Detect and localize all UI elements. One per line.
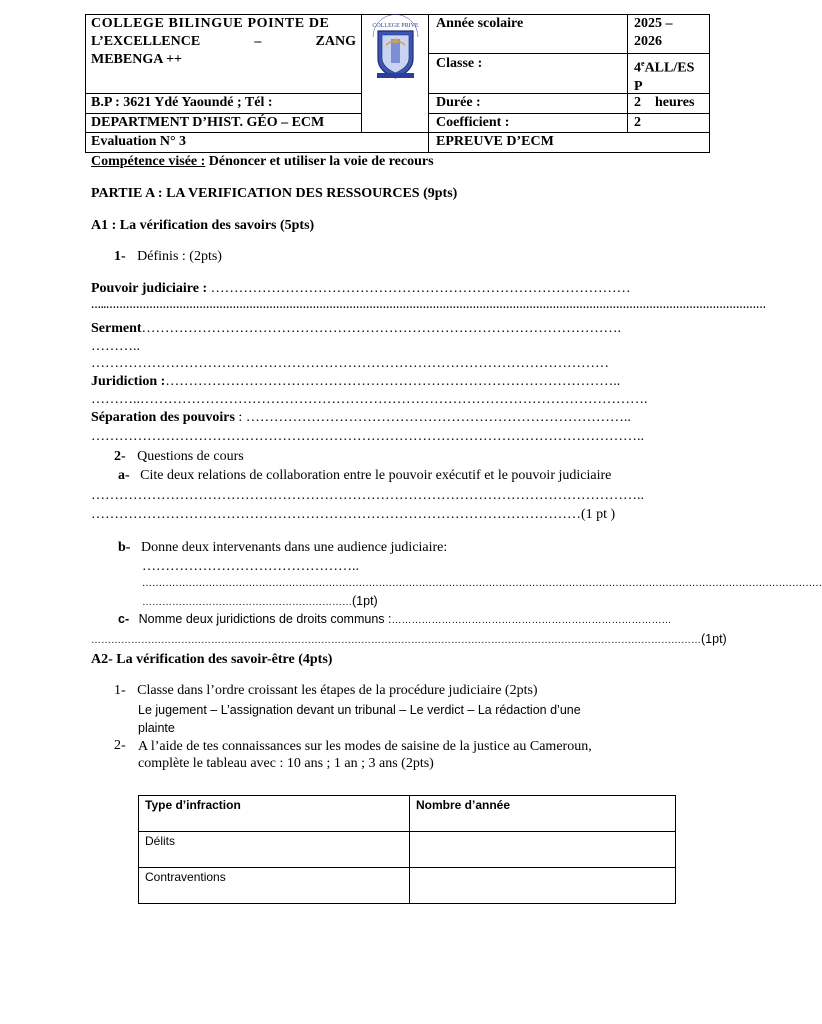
- table-header-annee: Nombre d’année: [410, 796, 676, 832]
- annee-value: [634, 15, 673, 51]
- qc-number: c-: [118, 612, 130, 626]
- department-text: DEPARTMENT D’HIST. GÉO – ECM: [91, 115, 325, 130]
- qb-text: Donne deux intervenants dans une audience judiciaire:: [140, 540, 448, 555]
- school-line-3: MEBENGA ++: [91, 52, 183, 67]
- q2-text: Questions de cours: [137, 449, 244, 464]
- qc-points: (1pt): [701, 632, 727, 646]
- competence-label: Compétence visée :: [91, 154, 206, 169]
- classe-level-sup: e: [641, 59, 645, 68]
- a1-title: A1 : La vérification des savoirs (5pts): [91, 218, 315, 233]
- school-logo: [369, 15, 422, 82]
- qa-text: Cite deux relations de collaboration entre le pouvoir exécutif et le pouvoir judiciaire: [140, 468, 612, 483]
- epreuve-title: EPREUVE D’ECM: [436, 134, 554, 149]
- answer-qc-dots[interactable]: …………………………………………………………………………: [391, 615, 672, 626]
- qa: [118, 468, 611, 484]
- q2-number: 2-: [114, 449, 126, 464]
- table-header-row: [139, 796, 676, 832]
- pouvoir-judiciaire-label: Pouvoir judiciaire :: [91, 281, 208, 296]
- annee-label: Année scolaire: [436, 16, 524, 31]
- a2-q1-items: [138, 701, 581, 737]
- answer-qa[interactable]: ……………………………………………………………………………………………(1 pt ): [91, 507, 616, 522]
- separation-label: Séparation des pouvoirs: [91, 410, 235, 425]
- answer-line[interactable]: ………………………………………………………………………………………………………..: [91, 429, 644, 444]
- duree-value: 2 heures: [634, 95, 695, 110]
- a2-q1-number: 1-: [114, 683, 126, 698]
- table-row: [139, 868, 676, 904]
- answer-line[interactable]: ………………………………………..: [142, 559, 359, 574]
- duree-label: Durée :: [436, 95, 481, 110]
- a2-q1-items-line-2: plainte: [138, 721, 175, 735]
- classe-value-line-2: P: [634, 78, 643, 94]
- qb-points: (1pt): [352, 594, 378, 608]
- separation-colon: :: [234, 410, 243, 425]
- answer-pouvoir-judiciaire[interactable]: Pouvoir judiciaire : ………………………………………………………………………………: [91, 281, 631, 296]
- answer-separation-pouvoirs[interactable]: Séparation des pouvoirs : ………………………………………………………………………..: [91, 410, 631, 425]
- table-cell-type: Contraventions: [139, 868, 410, 904]
- answer-line[interactable]: …..………………………………………………………………………………………………………………………………………………………………………………: [91, 300, 766, 311]
- answer-line[interactable]: ………………………………………………………………………………………………………..: [91, 488, 644, 503]
- qa-number: a-: [118, 468, 130, 483]
- classe-series: ALL/ES: [644, 60, 695, 76]
- school-line-2: [91, 33, 356, 51]
- juridiction-label: Juridiction :: [91, 374, 166, 389]
- q1-number: 1-: [114, 249, 126, 264]
- table-row: [139, 832, 676, 868]
- table-cell-answer[interactable]: [410, 868, 676, 904]
- qc-text: Nomme deux juridictions de droits communs :: [138, 612, 392, 626]
- q2: [114, 449, 244, 465]
- a2-q2-text-line-1: A l’aide de tes connaissances sur les modes de saisine de la justice au Cameroun,: [138, 739, 592, 754]
- answer-line[interactable]: …………………………………………………………………………………………………: [91, 356, 609, 371]
- answer-line[interactable]: ……………………………………………………………………………………………………………………………………………………………………………………: [142, 578, 822, 589]
- a2-q2: [114, 738, 126, 754]
- school-line-1-text: COLLEGE BILINGUE POINTE DE: [91, 16, 330, 31]
- bp-text: B.P : 3621 Ydé Yaoundé ; Tél :: [91, 95, 273, 110]
- classe-level: 4: [634, 60, 641, 76]
- a2-title: A2- La vérification des savoir-être (4pts): [91, 652, 333, 667]
- school-line-2-left: L’EXCELLENCE: [91, 34, 201, 49]
- answer-juridiction[interactable]: Juridiction :……………………………………………………………………………………..: [91, 374, 621, 389]
- answer-qc[interactable]: …………………………………………………………………………………………………………………………………………………………………(1pt): [91, 632, 727, 646]
- q1-text: Définis : (2pts): [137, 249, 222, 264]
- serment-label: Serment: [91, 321, 142, 336]
- classe-label: Classe :: [436, 56, 483, 71]
- infraction-table: [138, 795, 676, 904]
- answer-line[interactable]: ………..: [91, 339, 140, 354]
- a2-q2-text-line-2: complète le tableau avec : 10 ans ; 1 an ; 3 ans (2pts): [138, 756, 434, 771]
- a2-q2-number: 2-: [114, 738, 126, 753]
- logo-lettering: COLLEGE PRIVE: [372, 23, 419, 29]
- qb-number: b-: [118, 540, 131, 555]
- school-line-1: [91, 15, 356, 33]
- answer-qb[interactable]: ………………………………………………………(1pt): [142, 594, 378, 608]
- annee-value-line-1: 2025 –: [634, 16, 673, 31]
- competence-value: Dénoncer et utiliser la voie de recours: [205, 154, 434, 169]
- qb: [118, 540, 447, 556]
- answer-serment[interactable]: Serment………………………………………………………………………………………….: [91, 321, 622, 336]
- school-line-2-right: ZANG: [315, 34, 356, 49]
- school-logo-icon: [369, 15, 422, 82]
- a2-q1-text: Classe dans l’ordre croissant les étapes de la procédure judiciaire (2pts): [137, 683, 538, 698]
- coef-label: Coefficient :: [436, 115, 510, 130]
- evaluation-text: Evaluation N° 3: [91, 134, 187, 149]
- qa-points: (1 pt ): [581, 507, 616, 522]
- q1: [114, 249, 222, 265]
- a2-q2-text: [138, 738, 592, 772]
- competence-line: [91, 154, 434, 170]
- table-cell-answer[interactable]: [410, 832, 676, 868]
- classe-value: [634, 55, 694, 96]
- table-cell-type: Délits: [139, 832, 410, 868]
- table-header-type: Type d’infraction: [139, 796, 410, 832]
- annee-value-line-2: 2026: [634, 34, 662, 49]
- answer-line[interactable]: ………..……………………………………………………………………………………………….: [91, 392, 648, 407]
- school-name: [91, 15, 356, 69]
- a2-q1: [114, 683, 538, 699]
- classe-value-line-1: [634, 55, 694, 78]
- coef-value: 2: [634, 115, 641, 130]
- school-line-2-mid: –: [254, 34, 262, 49]
- partie-a-title: PARTIE A : LA VERIFICATION DES RESSOURCES (9pts): [91, 186, 458, 201]
- a2-q1-items-line-1: Le jugement – L’assignation devant un tribunal – Le verdict – La rédaction d’une: [138, 703, 581, 717]
- qc: [118, 612, 678, 626]
